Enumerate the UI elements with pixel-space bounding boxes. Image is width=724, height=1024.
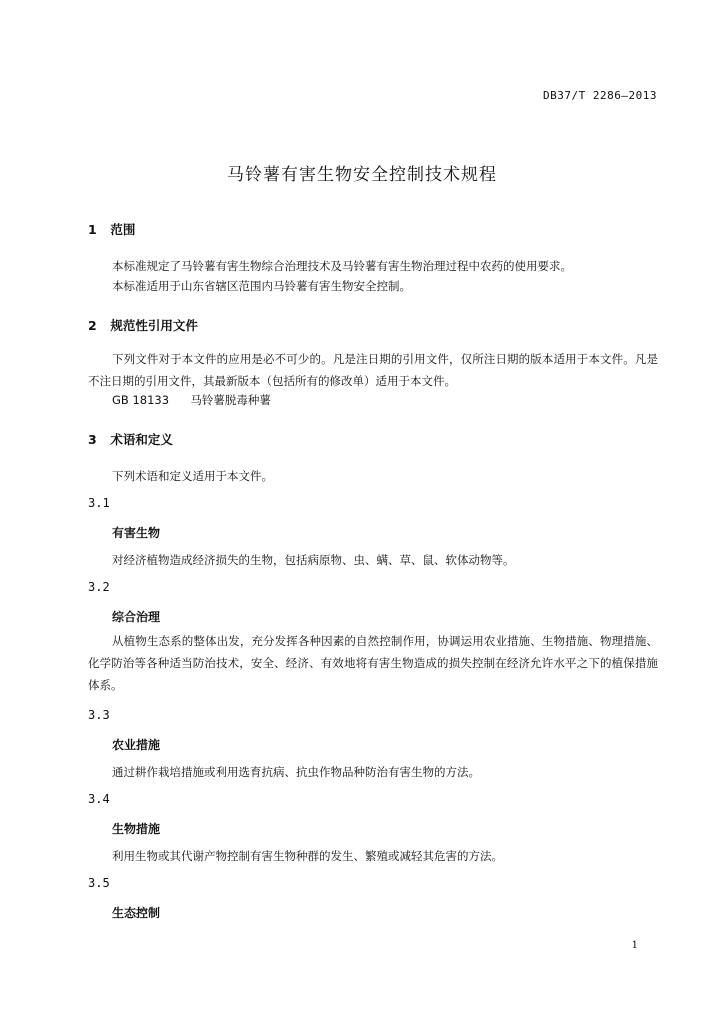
term-number: 3.5 bbox=[88, 876, 110, 890]
terms-intro: 下列术语和定义适用于本文件。 bbox=[112, 469, 273, 483]
term-number: 3.2 bbox=[88, 580, 110, 594]
section-number: 2 bbox=[88, 318, 97, 333]
section-title: 规范性引用文件 bbox=[110, 318, 198, 333]
section-title: 术语和定义 bbox=[110, 432, 173, 447]
term-number: 3.1 bbox=[88, 496, 110, 510]
term-name: 生物措施 bbox=[112, 822, 161, 836]
term-definition: 对经济植物造成经济损失的生物，包括病原物、虫、螨、草、鼠、软体动物等。 bbox=[112, 553, 515, 567]
section-3-heading bbox=[88, 430, 173, 448]
term-number: 3.4 bbox=[88, 792, 110, 806]
term-name: 有害生物 bbox=[112, 526, 161, 540]
section-number: 3 bbox=[88, 432, 97, 447]
normative-references-paragraph: 下列文件对于本文件的应用是必不可少的。凡是注日期的引用文件，仅所注日期的版本适用于本文件。凡是不注日期的引用文件，其最新版本（包括所有的修改单）适用于本文件。 bbox=[88, 352, 658, 388]
reference-code: GB 18133 bbox=[112, 393, 170, 407]
reference-entry bbox=[112, 392, 271, 408]
section-1-heading bbox=[88, 220, 135, 238]
term-name: 生态控制 bbox=[112, 906, 161, 920]
term-number: 3.3 bbox=[88, 708, 110, 722]
scope-line-1: 本标准规定了马铃薯有害生物综合治理技术及马铃薯有害生物治理过程中农药的使用要求。 bbox=[112, 259, 572, 273]
term-definition: 从植物生态系的整体出发，充分发挥各种因素的自然控制作用，协调运用农业措施、生物措施、物理措施、化学防治等各种适当防治技术，安全、经济、有效地将有害生物造成的损失控制在经济允许水平之下的植保措施体系。 bbox=[88, 634, 658, 692]
page-number: 1 bbox=[631, 940, 638, 951]
reference-title: 马铃薯脱毒种薯 bbox=[190, 393, 271, 407]
section-title: 范围 bbox=[110, 222, 136, 237]
term-name: 农业措施 bbox=[112, 738, 161, 752]
scope-line-2: 本标准适用于山东省辖区范围内马铃薯有害生物安全控制。 bbox=[112, 279, 411, 293]
section-2-heading bbox=[88, 316, 198, 334]
document-title: 马铃薯有害生物安全控制技术规程 bbox=[227, 165, 497, 185]
term-definition: 通过耕作栽培措施或利用选育抗病、抗虫作物品种防治有害生物的方法。 bbox=[112, 765, 480, 779]
term-definition: 利用生物或其代谢产物控制有害生物种群的发生、繁殖或减轻其危害的方法。 bbox=[112, 849, 503, 863]
document-code: DB37/T 2286—2013 bbox=[543, 89, 657, 102]
term-name: 综合治理 bbox=[112, 610, 161, 624]
section-number: 1 bbox=[88, 222, 97, 237]
